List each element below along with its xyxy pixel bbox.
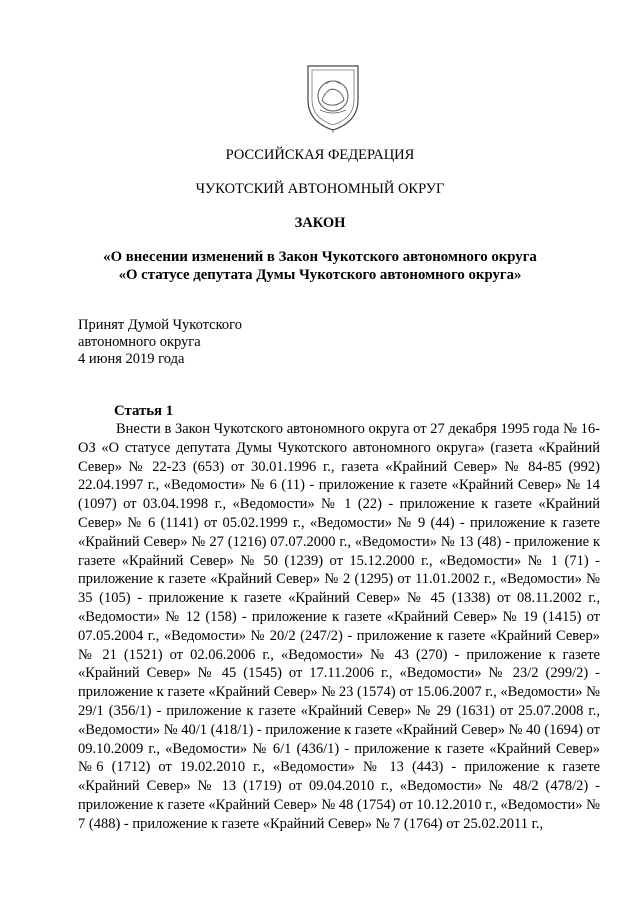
- law-title-line-2: «О статусе депутата Думы Чукотского автономного округа»: [118, 267, 522, 283]
- country-heading: РОССИЙСКАЯ ФЕДЕРАЦИЯ: [225, 147, 415, 163]
- adoption-date: 4 июня 2019 года: [78, 351, 185, 367]
- region-heading: ЧУКОТСКИЙ АВТОНОМНЫЙ ОКРУГ: [195, 181, 445, 197]
- adoption-block: [78, 317, 242, 368]
- document-type-heading: ЗАКОН: [294, 215, 346, 231]
- law-title-line-1: «О внесении изменений в Закон Чукотского автономного округа: [103, 249, 537, 265]
- coat-of-arms-emblem-icon: [302, 60, 364, 134]
- article-body-text: Внести в Закон Чукотского автономного округа от 27 декабря 1995 года № 16-ОЗ «О статусе депутата Думы Чукотского автономного округа» (газета «Крайний Север» № 22-23 (653) от 30.01.1996 г., газета «Крайний Север» № 84-85 (992) 22.04.1997 г., «Ведомости» № 6 (11) - приложение к газете «Крайний Север» № 14 (1097) от 03.04.1998 г., «Ведомости» № 1 (22) - приложение к газете «Крайний Север» № 6 (1141) от 05.02.1999 г., «Ведомости» № 9 (44) - приложение к газете «Крайний Север» № 27 (1216) 07.07.2000 г., «Ведомости» № 13 (48) - приложение к газете «Крайний Север» № 50 (1239) от 15.12.2000 г., «Ведомости» № 1 (71) - приложение к газете «Крайний Север» № 2 (1295) от 11.01.2002 г., «Ведомости» № 35 (105) - приложение к газете «Крайний Север» № 45 (1338) от 08.11.2002 г., «Ведомости» № 12 (158) - приложение к газете «Крайний Север» № 19 (1415) от 07.05.2004 г., «Ведомости» № 20/2 (247/2) - приложение к газете «Крайний Север» № 21 (1521) от 02.06.2006 г., «Ведомости» № 43 (270) - приложение к газете «Крайний Север» № 45 (1545) от 17.11.2006 г., «Ведомости» № 23/2 (299/2) - приложение к газете «Крайний Север» № 23 (1574) от 15.06.2007 г., «Ведомости» № 29/1 (356/1) - приложение к газете «Крайний Север» № 29 (1631) от 25.07.2008 г., «Ведомости» № 40/1 (418/1) - приложение к газете «Крайний Север» № 40 (1694) от 09.10.2009 г., «Ведомости» № 6/1 (436/1) - приложение к газете «Крайний Север» №6 (1712) от 19.02.2010 г., «Ведомости» № 13 (443) - приложение к газете «Крайний Север» № 13 (1719) от 09.04.2010 г., «Ведомости» № 48/2 (478/2) - приложение к газете «Крайний Север» № 48 (1754) от 10.12.2010 г., «Ведомости» № 7 (488) - приложение к газете «Крайний Север» № 7 (1764) от 25.02.2011 г.,: [78, 421, 600, 832]
- article-heading: Статья 1: [114, 403, 174, 419]
- adoption-line-2: автономного округа: [78, 334, 201, 350]
- adoption-line-1: Принят Думой Чукотского: [78, 317, 243, 333]
